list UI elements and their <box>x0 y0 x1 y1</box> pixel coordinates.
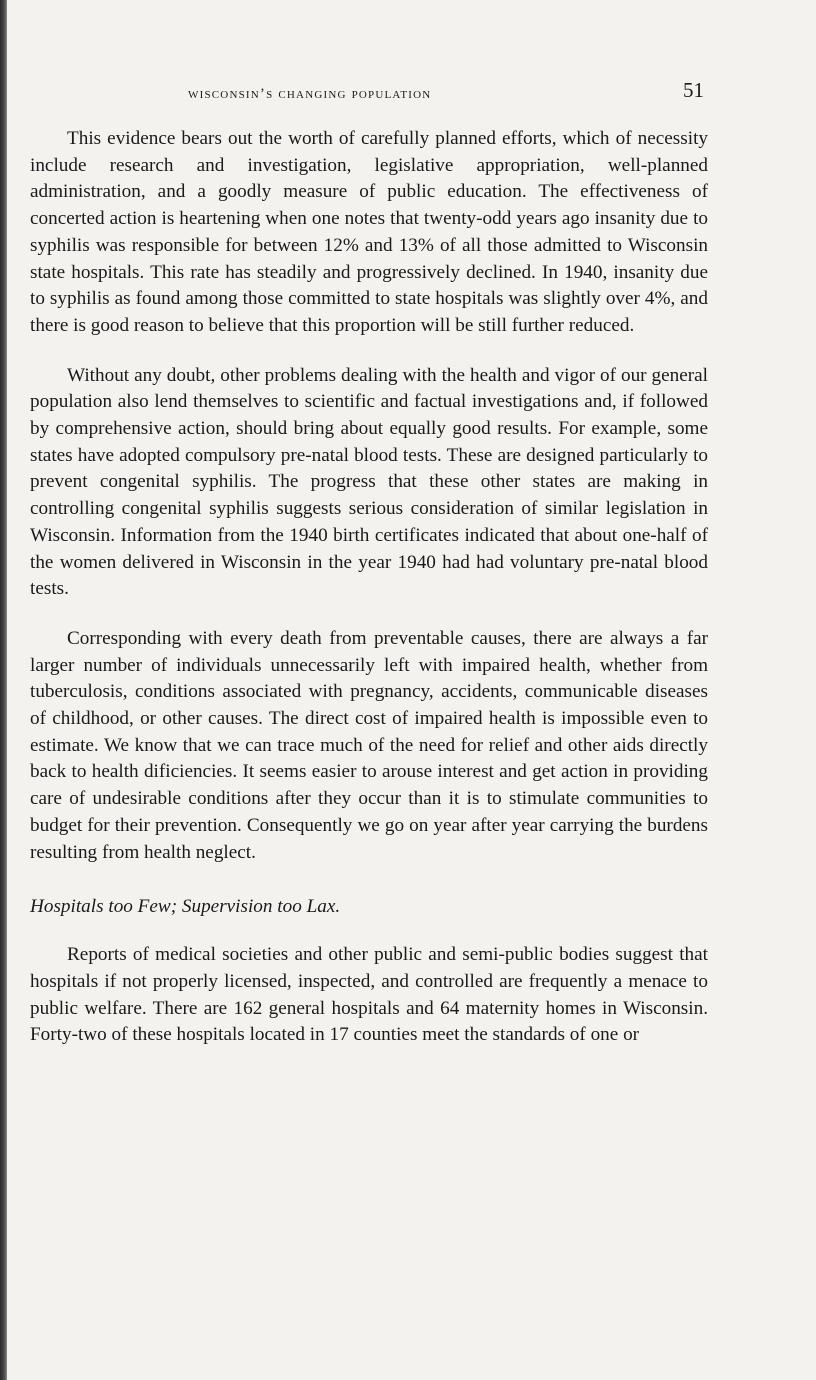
running-header <box>30 78 708 108</box>
body-text <box>30 126 708 1049</box>
paragraph-syphilis-insanity: This evidence bears out the worth of carefully planned efforts, which of necessity include research and investigation, legislative appropriation, well-planned administration, and a goodly measure of public education. The effectiveness of concerted action is heartening when one notes that twenty-odd years ago insanity due to syphilis was responsible for between 12% and 13% of all those admitted to Wisconsin state hospitals. This rate has steadily and progressively declined. In 1940, insanity due to syphilis as found among those committed to state hospitals was slightly over 4%, and there is good reason to believe that this proportion will be still further reduced. <box>30 128 708 336</box>
paragraph-hospitals: Reports of medical societies and other public and semi-public bodies suggest that hospitals if not properly licensed, inspected, and controlled are frequently a menace to public welfare. There are 162 general hospitals and 64 maternity homes in Wisconsin. Forty-two of these hospitals located in 17 counties meet the standards of one or <box>30 944 708 1046</box>
section-heading-hospitals: Hospitals too Few; Supervision too Lax. <box>30 896 341 918</box>
book-binding-edge <box>0 0 7 1380</box>
page-number: 51 <box>683 78 704 102</box>
book-page <box>30 78 708 1072</box>
running-title: wisconsin’s changing population <box>188 86 432 102</box>
paragraph-impaired-health: Corresponding with every death from preventable causes, there are always a far larger number of individuals unnecessarily left with impaired health, whether from tuberculosis, conditions associated with pregnancy, accidents, communicable diseases of childhood, or other causes. The direct cost of impaired health is impossible even to estimate. We know that we can trace much of the need for relief and other aids directly back to health dificiencies. It seems easier to arouse interest and get action in providing care of undesirable conditions after they occur than it is to stimulate communities to budget for their prevention. Consequently we go on year after year carrying the burdens resulting from health neglect. <box>30 627 708 863</box>
paragraph-prenatal-tests: Without any doubt, other problems dealing with the health and vigor of our general population also lend themselves to scientific and factual investigations and, if followed by comprehensive action, should bring about equally good results. For example, some states have adopted compulsory pre-natal blood tests. These are designed particularly to prevent congenital syphilis. The progress that these other states are making in controlling congenital syphilis suggests serious consideration of similar legislation in Wisconsin. Information from the 1940 birth certificates indicated that about one-half of the women delivered in Wisconsin in the year 1940 had had voluntary pre-natal blood tests. <box>30 364 708 600</box>
